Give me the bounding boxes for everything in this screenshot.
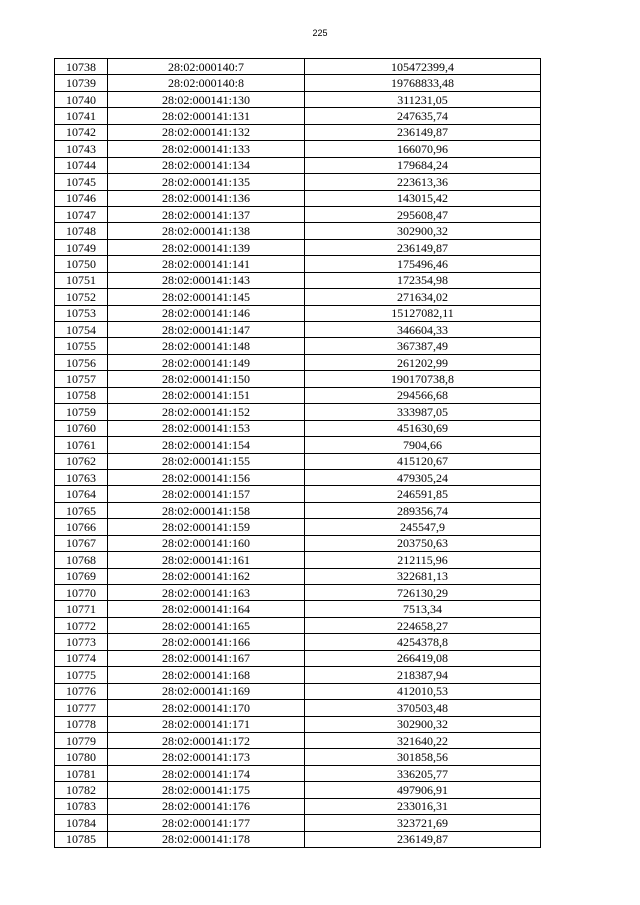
cadastral-number-cell: 28:02:000141:168 <box>108 667 305 683</box>
row-number-cell: 10779 <box>55 732 108 748</box>
table-row <box>55 650 541 666</box>
row-number-cell: 10738 <box>55 59 108 75</box>
value-cell: 302900,32 <box>305 223 541 239</box>
row-number-cell: 10742 <box>55 124 108 140</box>
table-row <box>55 404 541 420</box>
cadastral-number-cell: 28:02:000141:177 <box>108 815 305 831</box>
cadastral-number-cell: 28:02:000141:161 <box>108 552 305 568</box>
table-row <box>55 683 541 699</box>
table-row <box>55 535 541 551</box>
table-row <box>55 502 541 518</box>
table-row <box>55 289 541 305</box>
cadastral-number-cell: 28:02:000141:176 <box>108 798 305 814</box>
value-cell: 322681,13 <box>305 568 541 584</box>
value-cell: 294566,68 <box>305 387 541 403</box>
row-number-cell: 10752 <box>55 289 108 305</box>
row-number-cell: 10741 <box>55 108 108 124</box>
row-number-cell: 10748 <box>55 223 108 239</box>
row-number-cell: 10785 <box>55 831 108 847</box>
table-row <box>55 174 541 190</box>
table-row <box>55 420 541 436</box>
cadastral-number-cell: 28:02:000141:153 <box>108 420 305 436</box>
cadastral-number-cell: 28:02:000141:132 <box>108 124 305 140</box>
table-row <box>55 387 541 403</box>
cadastral-number-cell: 28:02:000141:164 <box>108 601 305 617</box>
value-cell: 223613,36 <box>305 174 541 190</box>
value-cell: 179684,24 <box>305 157 541 173</box>
row-number-cell: 10753 <box>55 305 108 321</box>
table-row <box>55 568 541 584</box>
value-cell: 236149,87 <box>305 239 541 255</box>
value-cell: 212115,96 <box>305 552 541 568</box>
table-row <box>55 437 541 453</box>
row-number-cell: 10746 <box>55 190 108 206</box>
row-number-cell: 10751 <box>55 272 108 288</box>
row-number-cell: 10782 <box>55 782 108 798</box>
table-row <box>55 486 541 502</box>
table-row <box>55 223 541 239</box>
table-row <box>55 765 541 781</box>
table-row <box>55 453 541 469</box>
row-number-cell: 10781 <box>55 765 108 781</box>
value-cell: 105472399,4 <box>305 59 541 75</box>
row-number-cell: 10776 <box>55 683 108 699</box>
value-cell: 266419,08 <box>305 650 541 666</box>
table-row <box>55 256 541 272</box>
row-number-cell: 10755 <box>55 338 108 354</box>
row-number-cell: 10778 <box>55 716 108 732</box>
value-cell: 333987,05 <box>305 404 541 420</box>
cadastral-number-cell: 28:02:000141:130 <box>108 91 305 107</box>
value-cell: 370503,48 <box>305 700 541 716</box>
table-row <box>55 141 541 157</box>
value-cell: 271634,02 <box>305 289 541 305</box>
row-number-cell: 10740 <box>55 91 108 107</box>
row-number-cell: 10764 <box>55 486 108 502</box>
table-row <box>55 371 541 387</box>
row-number-cell: 10783 <box>55 798 108 814</box>
cadastral-number-cell: 28:02:000141:158 <box>108 502 305 518</box>
table-row <box>55 732 541 748</box>
row-number-cell: 10760 <box>55 420 108 436</box>
cadastral-number-cell: 28:02:000141:165 <box>108 617 305 633</box>
cadastral-number-cell: 28:02:000141:163 <box>108 585 305 601</box>
row-number-cell: 10773 <box>55 634 108 650</box>
value-cell: 302900,32 <box>305 716 541 732</box>
value-cell: 233016,31 <box>305 798 541 814</box>
row-number-cell: 10784 <box>55 815 108 831</box>
value-cell: 166070,96 <box>305 141 541 157</box>
table-row <box>55 469 541 485</box>
row-number-cell: 10771 <box>55 601 108 617</box>
row-number-cell: 10743 <box>55 141 108 157</box>
value-cell: 412010,53 <box>305 683 541 699</box>
value-cell: 301858,56 <box>305 749 541 765</box>
cadastral-number-cell: 28:02:000141:167 <box>108 650 305 666</box>
value-cell: 172354,98 <box>305 272 541 288</box>
cadastral-number-cell: 28:02:000140:7 <box>108 59 305 75</box>
table-row <box>55 716 541 732</box>
table-row <box>55 552 541 568</box>
row-number-cell: 10766 <box>55 519 108 535</box>
cadastral-number-cell: 28:02:000141:154 <box>108 437 305 453</box>
table-body <box>55 59 541 848</box>
table-row <box>55 108 541 124</box>
row-number-cell: 10765 <box>55 502 108 518</box>
row-number-cell: 10756 <box>55 354 108 370</box>
cadastral-number-cell: 28:02:000141:145 <box>108 289 305 305</box>
table-row <box>55 91 541 107</box>
row-number-cell: 10768 <box>55 552 108 568</box>
cadastral-number-cell: 28:02:000141:133 <box>108 141 305 157</box>
table-row <box>55 519 541 535</box>
cadastral-number-cell: 28:02:000141:160 <box>108 535 305 551</box>
value-cell: 289356,74 <box>305 502 541 518</box>
cadastral-number-cell: 28:02:000141:138 <box>108 223 305 239</box>
table-row <box>55 585 541 601</box>
table-row <box>55 354 541 370</box>
table-row <box>55 157 541 173</box>
table-row <box>55 124 541 140</box>
value-cell: 7904,66 <box>305 437 541 453</box>
table-row <box>55 815 541 831</box>
cadastral-number-cell: 28:02:000141:171 <box>108 716 305 732</box>
value-cell: 479305,24 <box>305 469 541 485</box>
value-cell: 367387,49 <box>305 338 541 354</box>
value-cell: 311231,05 <box>305 91 541 107</box>
row-number-cell: 10777 <box>55 700 108 716</box>
row-number-cell: 10761 <box>55 437 108 453</box>
cadastral-number-cell: 28:02:000141:134 <box>108 157 305 173</box>
row-number-cell: 10754 <box>55 322 108 338</box>
value-cell: 175496,46 <box>305 256 541 272</box>
cadastral-number-cell: 28:02:000141:151 <box>108 387 305 403</box>
value-cell: 4254378,8 <box>305 634 541 650</box>
value-cell: 218387,94 <box>305 667 541 683</box>
value-cell: 261202,99 <box>305 354 541 370</box>
row-number-cell: 10744 <box>55 157 108 173</box>
cadastral-number-cell: 28:02:000141:156 <box>108 469 305 485</box>
value-cell: 224658,27 <box>305 617 541 633</box>
row-number-cell: 10750 <box>55 256 108 272</box>
row-number-cell: 10780 <box>55 749 108 765</box>
value-cell: 246591,85 <box>305 486 541 502</box>
value-cell: 295608,47 <box>305 206 541 222</box>
table-row <box>55 272 541 288</box>
row-number-cell: 10745 <box>55 174 108 190</box>
cadastral-number-cell: 28:02:000141:174 <box>108 765 305 781</box>
cadastral-number-cell: 28:02:000141:136 <box>108 190 305 206</box>
value-cell: 726130,29 <box>305 585 541 601</box>
cadastral-number-cell: 28:02:000141:169 <box>108 683 305 699</box>
cadastral-number-cell: 28:02:000141:150 <box>108 371 305 387</box>
table-row <box>55 700 541 716</box>
row-number-cell: 10759 <box>55 404 108 420</box>
cadastral-number-cell: 28:02:000141:155 <box>108 453 305 469</box>
cadastral-number-cell: 28:02:000141:157 <box>108 486 305 502</box>
value-cell: 203750,63 <box>305 535 541 551</box>
table-row <box>55 75 541 91</box>
cadastral-number-cell: 28:02:000141:178 <box>108 831 305 847</box>
cadastral-number-cell: 28:02:000141:131 <box>108 108 305 124</box>
row-number-cell: 10758 <box>55 387 108 403</box>
table-row <box>55 190 541 206</box>
value-cell: 321640,22 <box>305 732 541 748</box>
table-row <box>55 59 541 75</box>
table-row <box>55 305 541 321</box>
row-number-cell: 10770 <box>55 585 108 601</box>
row-number-cell: 10763 <box>55 469 108 485</box>
cadastral-number-cell: 28:02:000140:8 <box>108 75 305 91</box>
table-row <box>55 798 541 814</box>
table-row <box>55 634 541 650</box>
value-cell: 247635,74 <box>305 108 541 124</box>
value-cell: 143015,42 <box>305 190 541 206</box>
cadastral-number-cell: 28:02:000141:149 <box>108 354 305 370</box>
value-cell: 451630,69 <box>305 420 541 436</box>
table-row <box>55 782 541 798</box>
cadastral-number-cell: 28:02:000141:137 <box>108 206 305 222</box>
value-cell: 236149,87 <box>305 124 541 140</box>
value-cell: 7513,34 <box>305 601 541 617</box>
cadastral-number-cell: 28:02:000141:162 <box>108 568 305 584</box>
row-number-cell: 10769 <box>55 568 108 584</box>
cadastral-number-cell: 28:02:000141:170 <box>108 700 305 716</box>
table-row <box>55 749 541 765</box>
row-number-cell: 10757 <box>55 371 108 387</box>
cadastral-number-cell: 28:02:000141:135 <box>108 174 305 190</box>
table-row <box>55 239 541 255</box>
row-number-cell: 10747 <box>55 206 108 222</box>
value-cell: 15127082,11 <box>305 305 541 321</box>
value-cell: 323721,69 <box>305 815 541 831</box>
cadastral-value-table <box>54 58 541 848</box>
row-number-cell: 10775 <box>55 667 108 683</box>
table-row <box>55 322 541 338</box>
cadastral-number-cell: 28:02:000141:166 <box>108 634 305 650</box>
value-cell: 236149,87 <box>305 831 541 847</box>
cadastral-number-cell: 28:02:000141:175 <box>108 782 305 798</box>
cadastral-number-cell: 28:02:000141:139 <box>108 239 305 255</box>
cadastral-number-cell: 28:02:000141:143 <box>108 272 305 288</box>
table-row <box>55 338 541 354</box>
table-row <box>55 617 541 633</box>
table-row <box>55 601 541 617</box>
cadastral-number-cell: 28:02:000141:172 <box>108 732 305 748</box>
cadastral-number-cell: 28:02:000141:141 <box>108 256 305 272</box>
table-row <box>55 831 541 847</box>
value-cell: 415120,67 <box>305 453 541 469</box>
row-number-cell: 10762 <box>55 453 108 469</box>
row-number-cell: 10739 <box>55 75 108 91</box>
cadastral-number-cell: 28:02:000141:152 <box>108 404 305 420</box>
page-number: 225 <box>312 28 328 38</box>
row-number-cell: 10749 <box>55 239 108 255</box>
row-number-cell: 10772 <box>55 617 108 633</box>
value-cell: 245547,9 <box>305 519 541 535</box>
value-cell: 19768833,48 <box>305 75 541 91</box>
value-cell: 497906,91 <box>305 782 541 798</box>
table-row <box>55 667 541 683</box>
row-number-cell: 10774 <box>55 650 108 666</box>
cadastral-number-cell: 28:02:000141:159 <box>108 519 305 535</box>
value-cell: 346604,33 <box>305 322 541 338</box>
cadastral-number-cell: 28:02:000141:146 <box>108 305 305 321</box>
cadastral-number-cell: 28:02:000141:148 <box>108 338 305 354</box>
cadastral-number-cell: 28:02:000141:147 <box>108 322 305 338</box>
value-cell: 190170738,8 <box>305 371 541 387</box>
row-number-cell: 10767 <box>55 535 108 551</box>
table-row <box>55 206 541 222</box>
value-cell: 336205,77 <box>305 765 541 781</box>
cadastral-number-cell: 28:02:000141:173 <box>108 749 305 765</box>
